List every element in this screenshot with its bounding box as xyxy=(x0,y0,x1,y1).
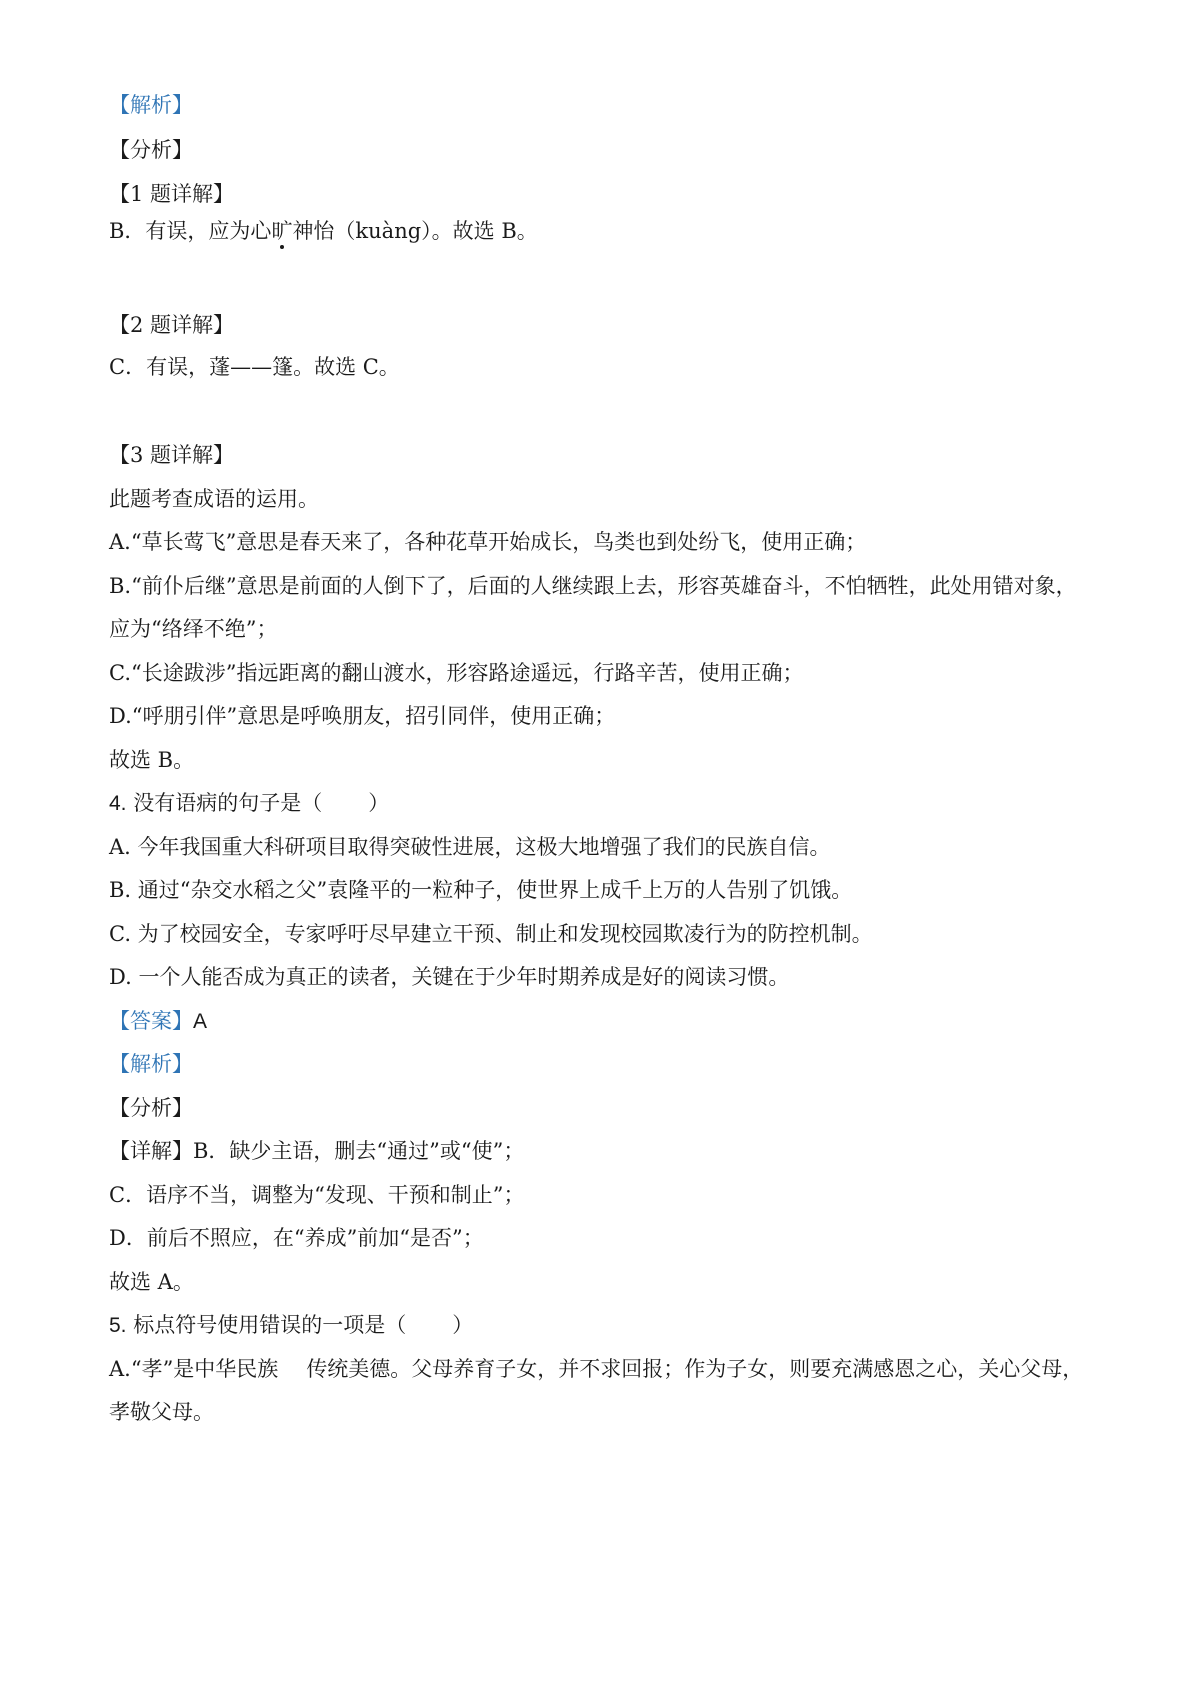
subquestion-3-line: D.“呼朋引伴”意思是呼唤朋友，招引同伴，使用正确； xyxy=(109,704,616,728)
subquestion-1-label: 【1 题详解】 xyxy=(109,182,235,206)
subquestion-2-label: 【2 题详解】 xyxy=(109,313,235,337)
question-5-stem xyxy=(109,1310,1100,1341)
subquestion-3-line: B.“前仆后继”意思是前面的人倒下了，后面的人继续跟上去，形容英雄奋斗，不怕牺牲，此处用错对象， xyxy=(109,574,1077,598)
jiexi-label: 【解析】 xyxy=(109,93,193,117)
detail-text: B．缺少主语，删去“通过”或“使”； xyxy=(193,1139,525,1163)
question-5-text: 标点符号使用错误的一项是（ xyxy=(133,1313,407,1337)
detail-label: 【详解】 xyxy=(109,1139,193,1163)
subquestion-1-detail xyxy=(109,216,1100,246)
fenxi-label: 【分析】 xyxy=(109,1096,193,1120)
question-4-option-a: A. 今年我国重大科研项目取得突破性进展，这极大地增强了我们的民族自信。 xyxy=(109,835,831,859)
answer-label: 【答案】 xyxy=(109,1009,193,1033)
fenxi-label: 【分析】 xyxy=(109,138,193,162)
question-4-close: ） xyxy=(368,791,390,815)
question-4-stem xyxy=(109,788,1100,819)
question-4-option-d: D. 一个人能否成为真正的读者，关键在于少年时期养成是好的阅读习惯。 xyxy=(109,965,790,989)
question-4-number: 4. xyxy=(109,792,127,815)
question-4-option-c: C. 为了校园安全，专家呼吁尽早建立干预、制止和发现校园欺凌行为的防控机制。 xyxy=(109,922,873,946)
subquestion-1-text-a: B．有误，应为心 xyxy=(109,219,272,243)
detail-line: 故选 A。 xyxy=(109,1270,194,1294)
detail-line xyxy=(109,1136,1100,1166)
detail-line: D．前后不照应，在“养成”前加“是否”； xyxy=(109,1226,484,1250)
subquestion-3-line: 应为“络绎不绝”； xyxy=(109,617,278,641)
question-5-option-a-cont: 孝敬父母。 xyxy=(109,1400,214,1424)
option-a-part-1: A.“孝”是中华民族 xyxy=(109,1357,279,1381)
subquestion-2-detail: C．有误，蓬——篷。故选 C。 xyxy=(109,355,400,379)
question-4-option-b: B. 通过“杂交水稻之父”袁隆平的一粒种子，使世界上成千上万的人告别了饥饿。 xyxy=(109,878,853,902)
answer-value: A xyxy=(193,1010,208,1033)
answer-line xyxy=(109,1006,1100,1037)
subquestion-3-label: 【3 题详解】 xyxy=(109,443,235,467)
question-5-option-a xyxy=(109,1354,1100,1384)
option-a-part-2: 传统美德。父母养育子女，并不求回报；作为子女，则要充满感恩之心，关心父母， xyxy=(306,1357,1084,1381)
question-5-number: 5. xyxy=(109,1314,127,1337)
subquestion-3-line: C.“长途跋涉”指远距离的翻山渡水，形容路途遥远，行路辛苦，使用正确； xyxy=(109,661,804,685)
question-5-close: ） xyxy=(452,1313,474,1337)
subquestion-3-line: 此题考查成语的运用。 xyxy=(109,487,319,511)
detail-line: C．语序不当，调整为“发现、干预和制止”； xyxy=(109,1183,525,1207)
question-4-text: 没有语病的句子是（ xyxy=(133,791,323,815)
emphasis-dot-char: 旷 xyxy=(271,219,293,243)
jiexi-label: 【解析】 xyxy=(109,1052,193,1076)
subquestion-3-line: 故选 B。 xyxy=(109,748,195,772)
subquestion-3-line: A.“草长莺飞”意思是春天来了，各种花草开始成长，鸟类也到处纷飞，使用正确； xyxy=(109,530,867,554)
subquestion-1-text-b: 神怡（kuàng）。故选 B。 xyxy=(292,219,538,243)
